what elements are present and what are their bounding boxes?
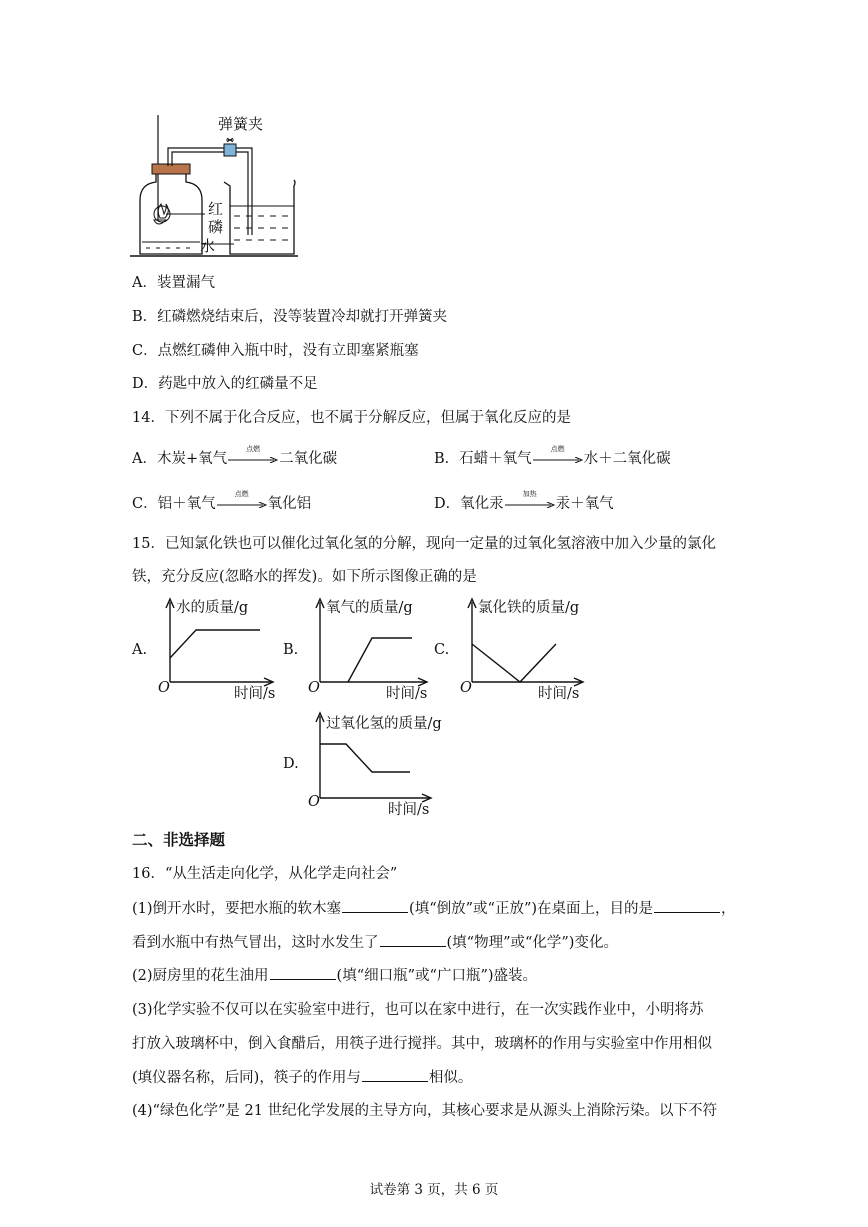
text-segment: (填仪器名称，后同)，筷子的作用与 (132, 1070, 361, 1086)
reaction-arrow (505, 490, 555, 512)
reactants: 石蜡＋氧气 (459, 451, 532, 467)
reactants: 铝＋氧气 (157, 496, 216, 512)
q14-option-a (132, 445, 338, 469)
graph-c-ylabel: 氯化铁的质量/g (478, 600, 580, 616)
reactants: 氧化汞 (460, 496, 504, 512)
option-letter: B． (434, 451, 460, 467)
text-segment: 看到水瓶中有热气冒出，这时水发生了 (132, 935, 379, 951)
reaction-condition: 点燃 (246, 445, 261, 453)
reaction-arrow (533, 445, 583, 467)
option-letter: B． (132, 309, 158, 325)
q16-part2 (132, 965, 537, 986)
q13-option-b (132, 307, 447, 327)
text-segment: (2)厨房里的花生油用 (132, 968, 269, 984)
graph-a (156, 596, 276, 700)
text-segment: 相似。 (428, 1070, 473, 1086)
graph-c-origin: O (460, 680, 472, 696)
graph-c (458, 596, 588, 700)
text-segment: (1)倒开水时，要把水瓶的软木塞 (132, 901, 342, 917)
graph-c-xlabel: 时间/s (538, 686, 580, 702)
text-segment: (填“细口瓶”或“广口瓶”)盛装。 (336, 968, 538, 984)
option-letter: A． (132, 451, 157, 467)
products: 水＋二氧化碳 (583, 451, 671, 467)
option-text: 药匙中放入的红磷量不足 (158, 376, 318, 392)
label-spring-clamp: 弹簧夹 (218, 115, 264, 133)
graph-c-letter: C. (434, 642, 450, 658)
graph-a-ylabel: 水的质量/g (176, 600, 249, 616)
products: 汞＋氧气 (555, 496, 614, 512)
answer-blank[interactable] (654, 898, 720, 913)
q16-stem: 16．“从生活走向化学，从化学走向社会” (132, 866, 398, 882)
text-segment: (填“物理”或“化学”)变化。 (446, 935, 618, 951)
graph-d-origin: O (308, 794, 320, 810)
graph-a-origin: O (158, 680, 170, 696)
text-segment: (填“倒放”或“正放”)在桌面上，目的是 (409, 901, 654, 917)
graph-b-origin: O (308, 680, 320, 696)
apparatus-figure (130, 110, 310, 260)
q14-stem: 14．下列不属于化合反应，也不属于分解反应，但属于氧化反应的是 (132, 410, 571, 426)
answer-blank[interactable] (362, 1067, 428, 1082)
reaction-arrow (217, 490, 267, 512)
q13-option-c (132, 341, 419, 361)
q16-part3-line1: (3)化学实验不仅可以在实验室中进行，也可以在家中进行，在一次实践作业中，小明将苏 (132, 1002, 704, 1018)
graph-b-ylabel: 氧气的质量/g (326, 600, 413, 616)
q16-part3-line3 (132, 1067, 472, 1088)
reaction-condition: 加热 (522, 490, 537, 498)
page-footer: 试卷第 3 页，共 6 页 (369, 1182, 499, 1198)
option-letter: A． (132, 275, 157, 291)
q16-part3-line2: 打放入玻璃杯中，倒入食醋后，用筷子进行搅拌。其中，玻璃杯的作用与实验室中作用相似 (132, 1036, 712, 1052)
reaction-arrow (228, 445, 278, 467)
graph-a-letter: A. (132, 642, 148, 658)
q13-option-a (132, 273, 215, 293)
reaction-condition: 点燃 (550, 445, 565, 453)
graph-b-letter: B. (283, 642, 299, 658)
option-text: 红磷燃烧结束后，没等装置冷却就打开弹簧夹 (157, 309, 448, 325)
q14-option-c (132, 490, 312, 514)
graph-a-xlabel: 时间/s (234, 686, 276, 702)
option-letter: D． (132, 376, 159, 392)
graph-b (306, 596, 430, 700)
option-letter: C． (132, 343, 158, 359)
q15-stem-line2: 铁，充分反应(忽略水的挥发)。如下所示图像正确的是 (132, 569, 477, 585)
q15-stem-line1: 15．已知氯化铁也可以催化过氧化氢的分解，现向一定量的过氧化氢溶液中加入少量的氯化 (132, 536, 716, 552)
label-water: 水 (200, 237, 216, 255)
graph-b-xlabel: 时间/s (386, 686, 428, 702)
reactants: 木炭+氧气 (156, 451, 228, 467)
text-segment: ， (721, 901, 736, 917)
q16-part1-line1 (132, 898, 736, 919)
option-text: 点燃红磷伸入瓶中时，没有立即塞紧瓶塞 (157, 343, 419, 359)
q16-part1-line2 (132, 932, 618, 953)
answer-blank[interactable] (380, 932, 446, 947)
option-letter: D． (434, 496, 461, 512)
option-letter: C． (132, 496, 158, 512)
products: 二氧化碳 (279, 451, 338, 467)
graph-d (306, 710, 456, 820)
graph-d-letter: D. (283, 756, 299, 772)
graph-d-ylabel: 过氧化氢的质量/g (326, 716, 442, 732)
label-phosphorus: 磷 (208, 218, 224, 236)
reaction-condition: 点燃 (234, 490, 249, 498)
graph-d-xlabel: 时间/s (388, 802, 430, 818)
products: 氧化铝 (267, 496, 312, 512)
answer-blank[interactable] (342, 898, 408, 913)
section-title: 二、非选择题 (132, 831, 226, 849)
q14-option-d (434, 490, 614, 514)
option-text: 装置漏气 (156, 275, 215, 291)
q14-option-b (434, 445, 671, 469)
q16-part4-line1: (4)“绿色化学”是 21 世纪化学发展的主导方向，其核心要求是从源头上消除污染。以下不符 (132, 1103, 718, 1119)
q13-option-d (132, 374, 318, 394)
answer-blank[interactable] (270, 965, 336, 980)
label-red: 红 (208, 200, 224, 218)
